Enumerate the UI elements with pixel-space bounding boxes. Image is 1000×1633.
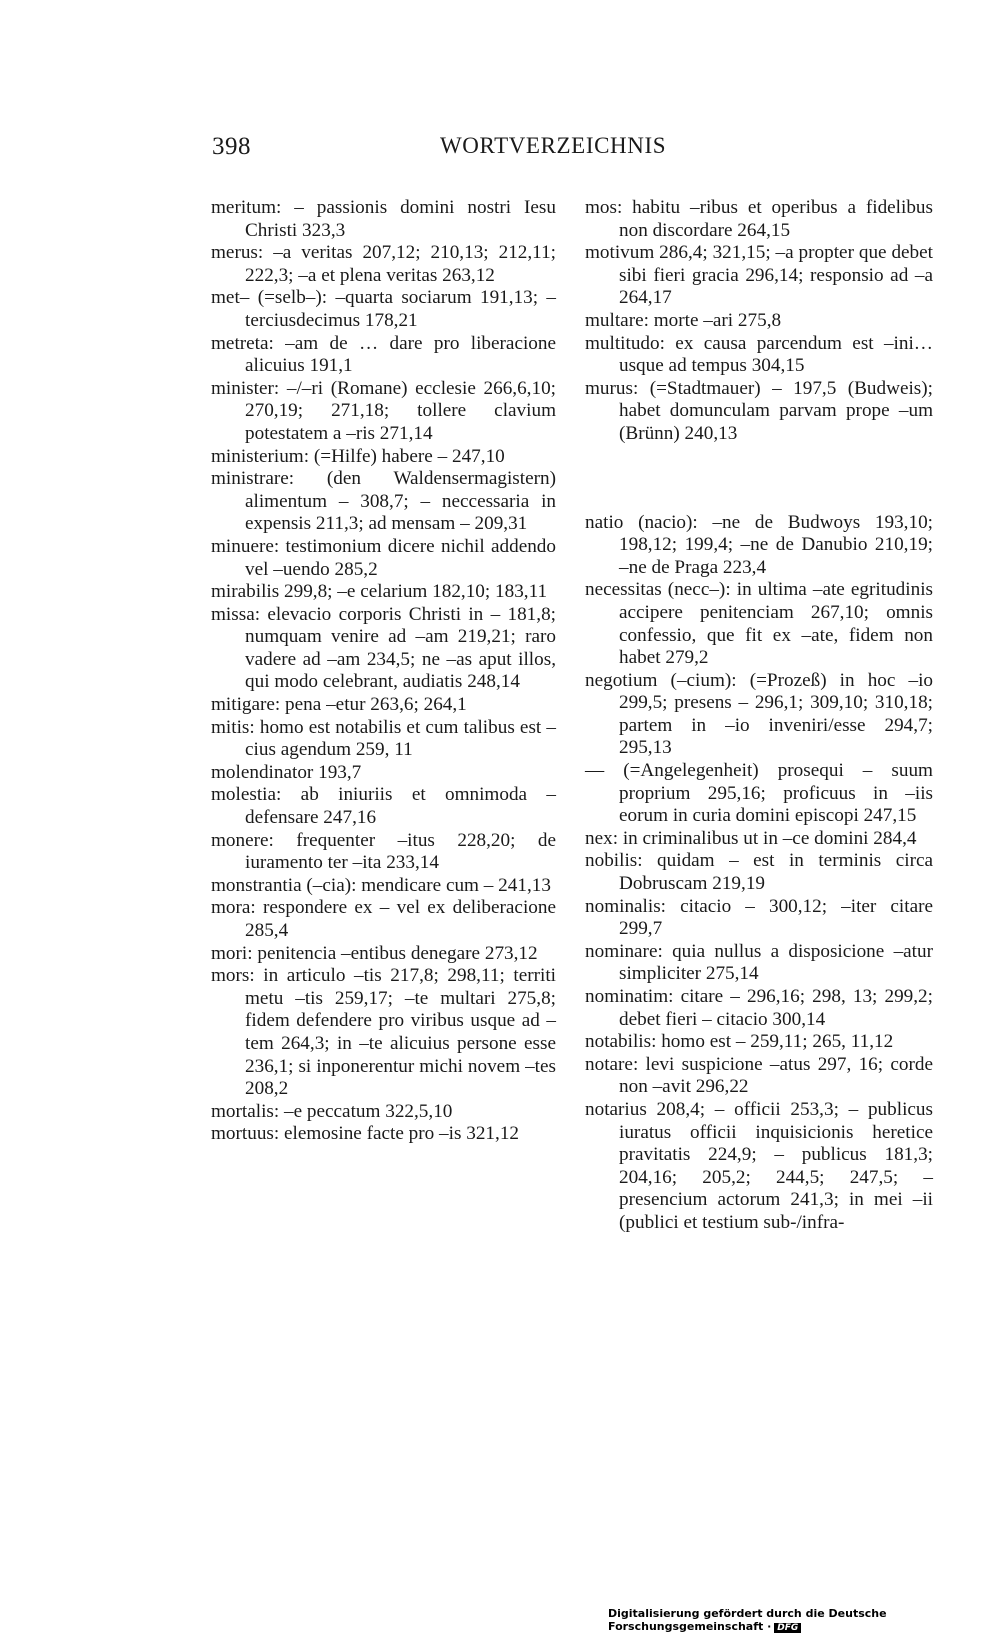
index-entry: meritum: – passionis domini nostri Iesu Christi 323,3	[211, 197, 556, 241]
dfg-logo: DFG	[774, 1623, 801, 1633]
index-entry: metreta: –am de … dare pro liberacione alicuius 191,1	[211, 332, 556, 377]
index-entry: motivum 286,4; 321,15; –a propter que debet sibi fieri gracia 296,14; responsio ad –a 264,17	[585, 242, 933, 309]
index-entry: notabilis: homo est – 259,11; 265, 11,12	[585, 1031, 894, 1053]
index-entry: multitudo: ex causa parcendum est –ini… usque ad tempus 304,15	[585, 332, 933, 377]
index-entry: notarius 208,4; – officii 253,3; – publicus iuratus officii inquisicionis heretice pravitatis 224,9; – publicus 181,3; 204,16; 205,2; 244,5; 247,5; – presencium actorum 241,3; in mei –ii (publici et testium sub-/infra-	[585, 1098, 933, 1233]
running-title: WORTVERZEICHNIS	[440, 133, 667, 158]
index-entry: necessitas (necc–): in ultima –ate egritudinis accipere penitenciam 267,10; omnis confessio, que fit ex –ate, fidem non habet 279,2	[585, 579, 933, 669]
index-entry: nex: in criminalibus ut in –ce domini 284,4	[585, 827, 917, 849]
index-entry: minuere: testimonium dicere nichil addendo vel –uendo 285,2	[211, 535, 556, 580]
index-entry: mors: in articulo –tis 217,8; 298,11; territi metu –tis 259,17; –te multari 275,8; fidem defendere pro viribus usque ad –tem 264,3; in –te alicuius persone esse 236,1; si inponerentur michi novem –tes 208,2	[211, 965, 556, 1100]
index-entry: monstrantia (–cia): mendicare cum – 241,13	[211, 874, 551, 896]
footer-text: Digitalisierung gefördert durch die Deutsche Forschungsgemeinschaft ·	[608, 1607, 887, 1633]
index-entry: — (=Angelegenheit) prosequi – suum proprium 295,16; proficuus in –iis eorum in curia domini episcopi 247,15	[585, 760, 933, 827]
index-entry: mitigare: pena –etur 263,6; 264,1	[211, 694, 467, 716]
index-entry: mitis: homo est notabilis et cum talibus est –cius agendum 259, 11	[211, 716, 556, 761]
index-entry: nobilis: quidam – est in terminis circa Dobruscam 219,19	[585, 850, 933, 895]
letter-section-gap	[585, 446, 933, 512]
index-entry: mori: penitencia –entibus denegare 273,12	[211, 942, 538, 964]
index-entry: molendinator 193,7	[211, 761, 362, 783]
index-entry: missa: elevacio corporis Christi in – 181,8; numquam venire ad –am 219,21; raro vadere ad –am 234,5; ne –as aput illos, qui modo celebrant, audiatis 248,14	[211, 603, 556, 693]
index-entry: negotium (–cium): (=Prozeß) in hoc –io 299,5; presens – 296,1; 309,10; 310,18; partem in –io inveniri/esse 294,7; 295,13	[585, 669, 933, 759]
index-entry: monere: frequenter –itus 228,20; de iuramento ter –ita 233,14	[211, 829, 556, 874]
index-entry: mirabilis 299,8; –e celarium 182,10; 183,11	[211, 581, 548, 603]
right-column	[585, 197, 933, 1235]
index-entry: minister: –/–ri (Romane) ecclesie 266,6,10; 270,19; 271,18; tollere clavium potestatem a –ris 271,14	[211, 377, 556, 444]
index-entry: nominalis: citacio – 300,12; –iter citare 299,7	[585, 895, 933, 940]
digitization-footer	[608, 1607, 1000, 1633]
page-header	[212, 133, 692, 173]
page-number: 398	[212, 133, 251, 160]
index-entry: merus: –a veritas 207,12; 210,13; 212,11; 222,3; –a et plena veritas 263,12	[211, 242, 556, 286]
index-entry: molestia: ab iniuriis et omnimoda – defensare 247,16	[211, 784, 556, 829]
index-entry: met– (=selb–): –quarta sociarum 191,13; –terciusdecimus 178,21	[211, 287, 556, 331]
index-entry: notare: levi suspicione –atus 297, 16; corde non –avit 296,22	[585, 1053, 933, 1098]
index-entry: nominare: quia nullus a disposicione –atur simpliciter 275,14	[585, 940, 933, 985]
index-entry: ministrare: (den Waldensermagistern) alimentum – 308,7; – neccessaria in expensis 211,3; ad mensam – 209,31	[211, 468, 556, 535]
index-entry: mortuus: elemosine facte pro –is 321,12	[211, 1123, 520, 1145]
index-entry: murus: (=Stadtmauer) – 197,5 (Budweis); habet domunculam parvam prope –um (Brünn) 240,13	[585, 377, 933, 444]
index-entry: mortalis: –e peccatum 322,5,10	[211, 1100, 453, 1122]
index-entry: ministerium: (=Hilfe) habere – 247,10	[211, 445, 505, 467]
index-entry: mos: habitu –ribus et operibus a fidelibus non discordare 264,15	[585, 197, 933, 241]
index-entry: mora: respondere ex – vel ex deliberacione 285,4	[211, 897, 556, 941]
index-entry: nominatim: citare – 296,16; 298, 13; 299,2; debet fieri – citacio 300,14	[585, 986, 933, 1030]
index-entry: natio (nacio): –ne de Budwoys 193,10; 198,12; 199,4; –ne de Danubio 210,19; –ne de Praga 223,4	[585, 511, 933, 578]
left-column	[211, 197, 556, 1146]
index-entry: multare: morte –ari 275,8	[585, 309, 782, 331]
